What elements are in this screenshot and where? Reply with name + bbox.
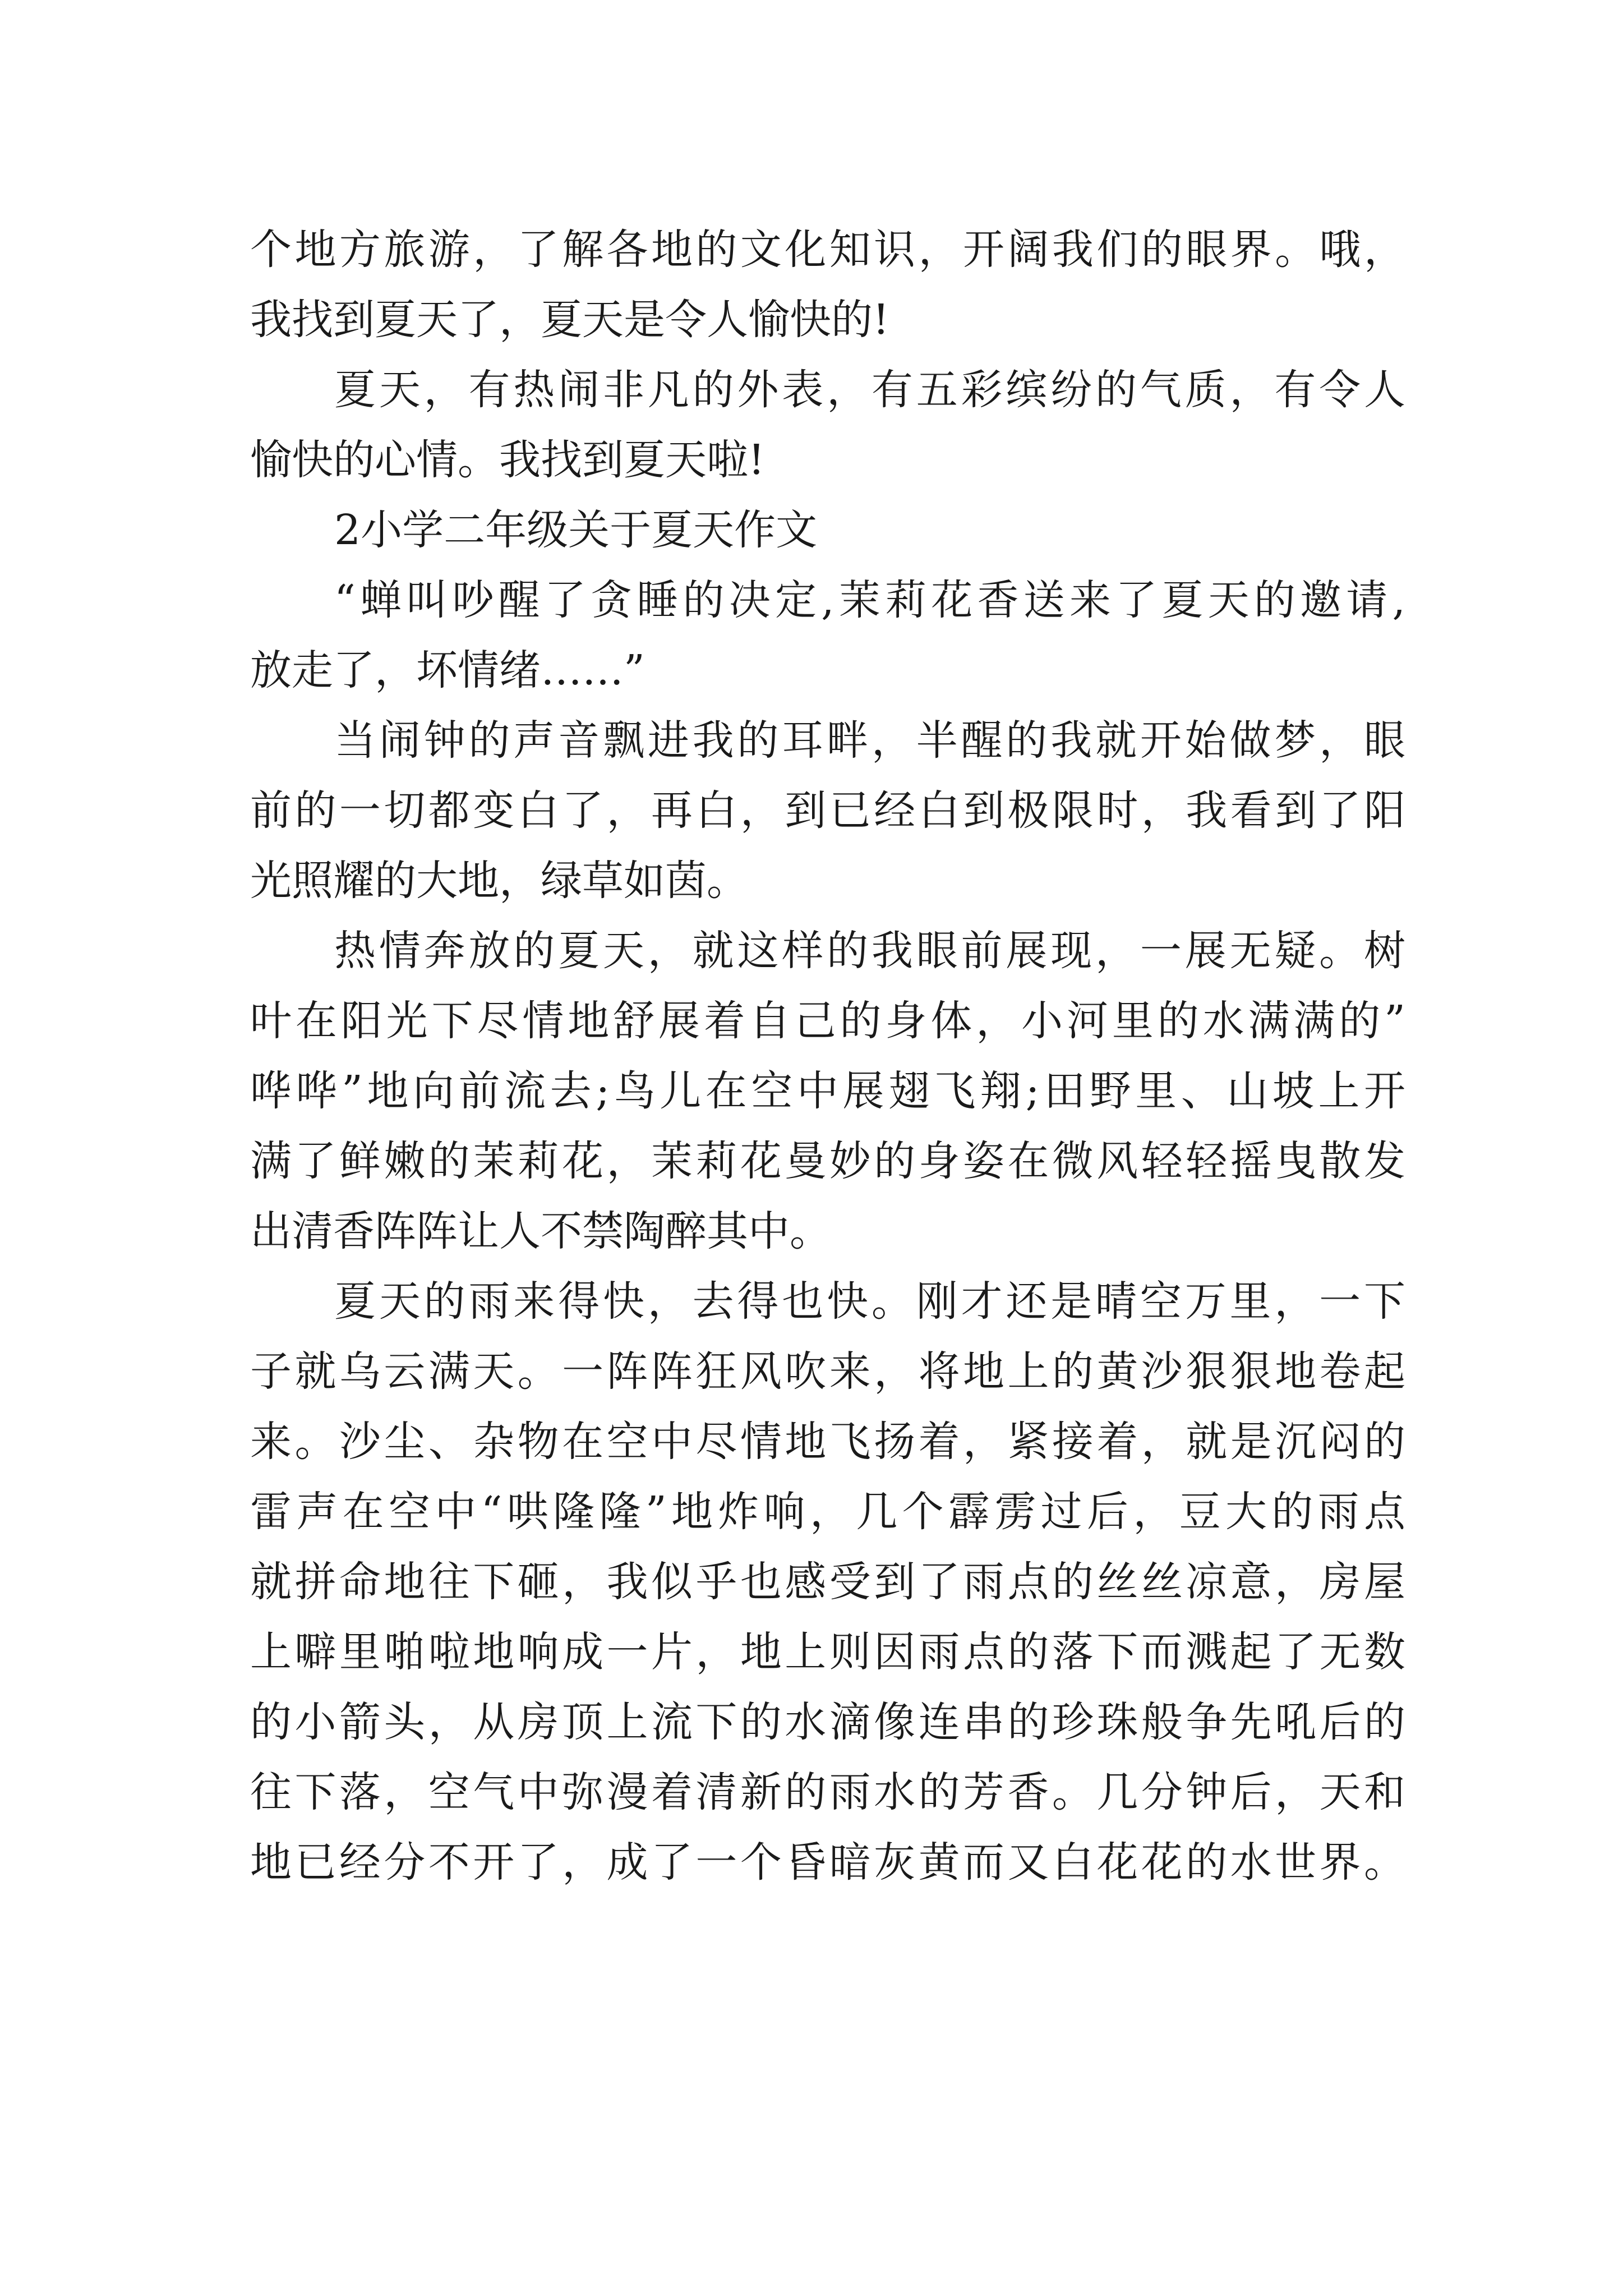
paragraph-line: 我找到夏天了，夏天是令人愉快的! [250,296,889,344]
paragraph-line: 夏天，有热闹非凡的外表，有五彩缤纷的气质，有令人 [334,366,1405,414]
paragraph-line: 当闹钟的声音飘进我的耳畔，半醒的我就开始做梦，眼 [334,716,1405,765]
paragraph-line: 满了鲜嫩的茉莉花，茉莉花曼妙的身姿在微风轻轻摇曳散发 [250,1137,1405,1185]
paragraph-line: 前的一切都变白了，再白，到已经白到极限时，我看到了阳 [250,786,1405,835]
quote-line: 放走了，坏情绪……” [250,646,645,694]
paragraph-line: 雷声在空中“哄隆隆”地炸响，几个霹雳过后，豆大的雨点 [250,1488,1405,1536]
paragraph-line: 愉快的心情。我找到夏天啦! [250,436,765,484]
paragraph-line: 叶在阳光下尽情地舒展着自己的身体，小河里的水满满的” [250,997,1405,1045]
paragraph-line: 上噼里啪啦地响成一片，地上则因雨点的落下而溅起了无数 [250,1628,1405,1676]
paragraph-line: 就拼命地往下砸，我似乎也感受到了雨点的丝丝凉意，房屋 [250,1558,1405,1606]
paragraph-line: 来。沙尘、杂物在空中尽情地飞扬着，紧接着，就是沉闷的 [250,1418,1405,1466]
paragraph-line: 个地方旅游，了解各地的文化知识，开阔我们的眼界。哦， [250,226,1405,274]
paragraph-line: 光照耀的大地，绿草如茵。 [250,857,748,905]
paragraph-line: 出清香阵阵让人不禁陶醉其中。 [250,1207,831,1255]
paragraph-line: 热情奔放的夏天，就这样的我眼前展现，一展无疑。树 [334,927,1405,975]
quote-line: “蝉叫吵醒了贪睡的决定,茉莉花香送来了夏天的邀请, [334,576,1405,624]
paragraph-line: 哗哗”地向前流去;鸟儿在空中展翅飞翔;田野里、山坡上开 [250,1067,1405,1115]
paragraph-line: 子就乌云满天。一阵阵狂风吹来，将地上的黄沙狠狠地卷起 [250,1347,1405,1396]
paragraph-line: 地已经分不开了，成了一个昏暗灰黄而又白花花的水世界。 [250,1838,1405,1887]
paragraph-line: 往下落，空气中弥漫着清新的雨水的芳香。几分钟后，天和 [250,1768,1405,1816]
paragraph-line: 夏天的雨来得快，去得也快。刚才还是晴空万里，一下 [334,1277,1405,1326]
section-heading: 2小学二年级关于夏天作文 [334,506,818,554]
paragraph-line: 的小箭头，从房顶上流下的水滴像连串的珍珠般争先吼后的 [250,1698,1405,1746]
